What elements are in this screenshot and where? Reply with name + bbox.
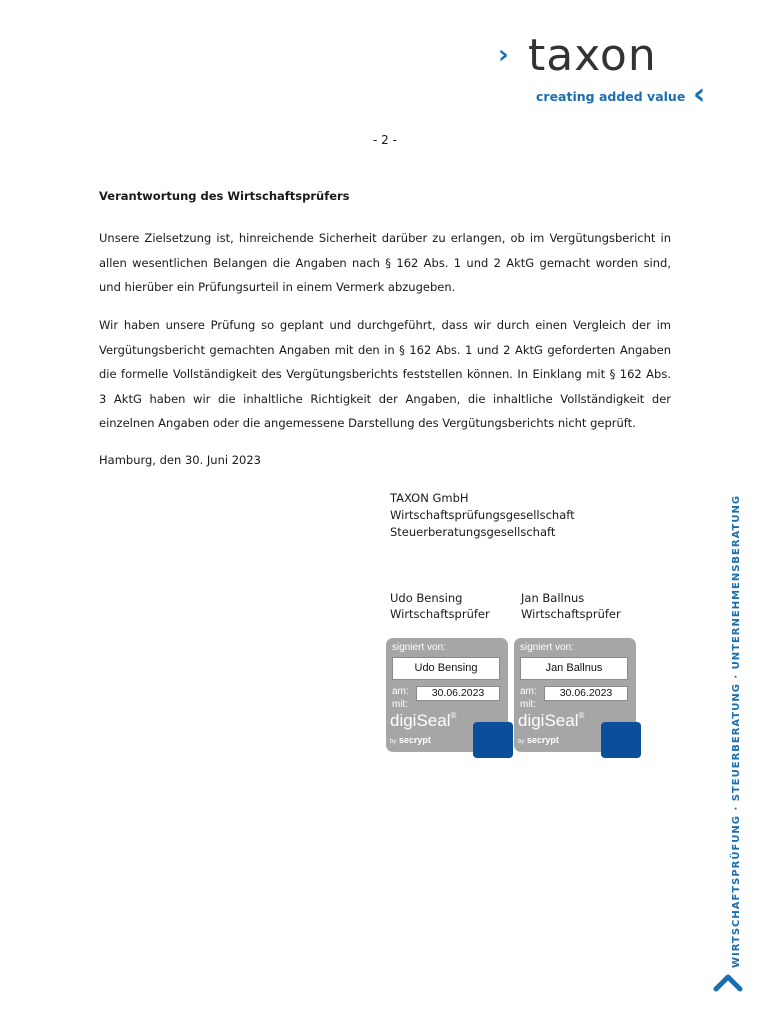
paragraph-2: Wir haben unsere Prüfung so geplant und durchgeführt, dass wir durch einen Vergleich der im Vergütungsbericht gemachten Angaben mit den in § 162 Abs. 1 und 2 AktG geforderten Angaben die formelle Vollständigkeit des Vergütungsberichts feststellen können. In Einklang mit § 162 Abs. 3 AktG haben wir die inhaltliche Richtigkeit der Angaben, die inhaltliche Vollständigkeit der einzelnen Angaben oder die angemessene Darstellung des Vergütungsberichts nicht geprüft. <box>99 318 671 430</box>
seal-date: 30.06.2023 <box>416 686 500 701</box>
seal-vendor-text: secrypt <box>398 735 431 745</box>
seal-brand: digiSeal® <box>518 711 585 730</box>
seal-with-label: mit: <box>392 699 409 710</box>
signer-name: Udo Bensing <box>390 591 463 605</box>
firm-name: TAXON GmbH <box>390 491 469 505</box>
firm-type-1: Wirtschaftsprüfungsgesellschaft <box>390 508 575 522</box>
signer-2 <box>521 590 621 622</box>
seal-stamp-square-2 <box>601 722 641 758</box>
seal-signer-name: Jan Ballnus <box>520 657 628 680</box>
paragraph-1: Unsere Zielsetzung ist, hinreichende Sicherheit darüber zu erlangen, ob im Vergütungsbericht in allen wesentlichen Belangen die Angaben nach § 162 Abs. 1 und 2 AktG gemacht worden sind, und hierüber ein Prüfungsurteil in einem Vermerk abzugeben. <box>99 231 671 294</box>
signer-title: Wirtschaftsprüfer <box>521 607 621 621</box>
seal-brand-text: digiSeal <box>518 711 579 730</box>
seal-with-label: mit: <box>520 699 537 710</box>
seal-vendor <box>390 735 431 745</box>
seal-signed-by-label: signiert von: <box>392 642 446 653</box>
place-date: Hamburg, den 30. Juni 2023 <box>99 453 261 467</box>
seal-date-label: am: <box>520 686 537 697</box>
seal-signer-name: Udo Bensing <box>392 657 500 680</box>
logo-wordmark: taxon <box>528 30 657 81</box>
chevron-left-icon: ‹ <box>693 77 706 112</box>
firm-block <box>390 490 575 541</box>
taxon-logo <box>498 30 686 110</box>
page-number: - 2 - <box>373 133 397 147</box>
seal-brand: digiSeal® <box>390 711 457 730</box>
seal-vendor-text: secrypt <box>526 735 559 745</box>
seal-date: 30.06.2023 <box>544 686 628 701</box>
logo-chevron-right-icon: › <box>498 40 509 70</box>
seal-by-text: by <box>518 739 525 745</box>
seal-stamp-square-1 <box>473 722 513 758</box>
seal-brand-text: digiSeal <box>390 711 451 730</box>
signer-name: Jan Ballnus <box>521 591 585 605</box>
section-heading: Verantwortung des Wirtschaftsprüfers <box>99 189 350 203</box>
logo-tagline: creating added value <box>536 89 686 104</box>
signer-1 <box>390 590 490 622</box>
seal-by-text: by <box>390 739 397 745</box>
seal-signed-by-label: signiert von: <box>520 642 574 653</box>
chevron-up-icon <box>713 970 743 992</box>
seal-vendor <box>518 735 559 745</box>
seal-date-label: am: <box>392 686 409 697</box>
side-service-text: WIRTSCHAFTSPRÜFUNG · STEUERBERATUNG · UNTERNEHMENSBERATUNG <box>731 494 742 968</box>
signer-title: Wirtschaftsprüfer <box>390 607 490 621</box>
firm-type-2: Steuerberatungsgesellschaft <box>390 525 556 539</box>
